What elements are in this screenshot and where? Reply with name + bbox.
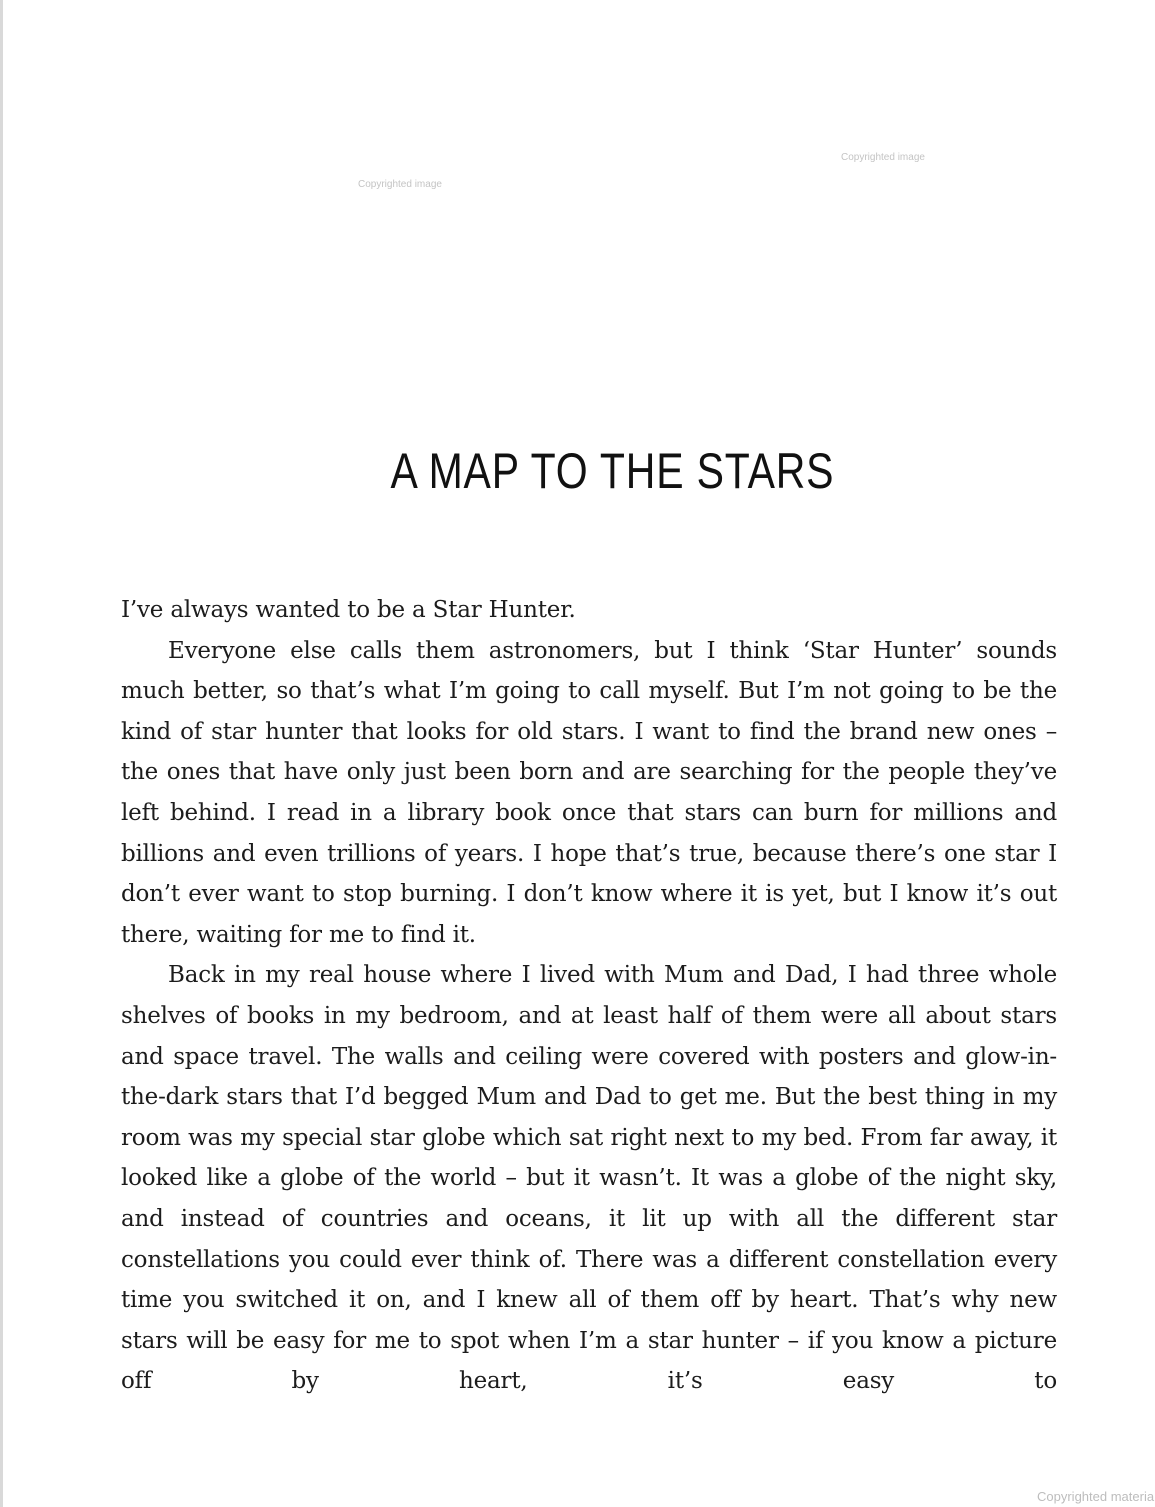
paragraph-2: Everyone else calls them astronomers, but I think ‘Star Hunter’ sounds much better, so that’s what I’m going to call myself. But I’m not going to be the kind of star hunter that looks for old stars. I want to find the brand new ones – the ones that have only just been born and are searching for the people they’ve left behind. I read in a library book once that stars can burn for millions and billions and even trillions of years. I hope that’s true, because there’s one star I don’t ever want to stop burning. I don’t know where it is yet, but I know it’s out there, waiting for me to find it. — [121, 637, 1057, 948]
copyright-watermark-bottom: Copyrighted materia — [1037, 1489, 1155, 1504]
page-edge-rule — [0, 0, 3, 1507]
chapter-title: A MAP TO THE STARS — [390, 443, 835, 499]
chapter-body — [121, 590, 1057, 1402]
paragraph-1: I’ve always wanted to be a Star Hunter. — [121, 597, 576, 623]
copyright-watermark-top-left: Copyrighted image — [358, 179, 442, 190]
copyright-watermark-top-right: Copyrighted image — [841, 152, 925, 163]
paragraph-3: Back in my real house where I lived with Mum and Dad, I had three whole shelves of books in my bedroom, and at least half of them were all about stars and space travel. The walls and ceiling were covered with posters and glow-in-the-dark stars that I’d begged Mum and Dad to get me. But the best thing in my room was my special star globe which sat right next to my bed. From far away, it looked like a globe of the world – but it wasn’t. It was a globe of the night sky, and instead of countries and oceans, it lit up with all the different star constellations you could ever think of. There was a different constellation every time you switched it on, and I knew all of them off by heart. That’s why new stars will be easy for me to spot when I’m a star hunter – if you know a picture off by heart, it’s easy to — [121, 962, 1057, 1395]
